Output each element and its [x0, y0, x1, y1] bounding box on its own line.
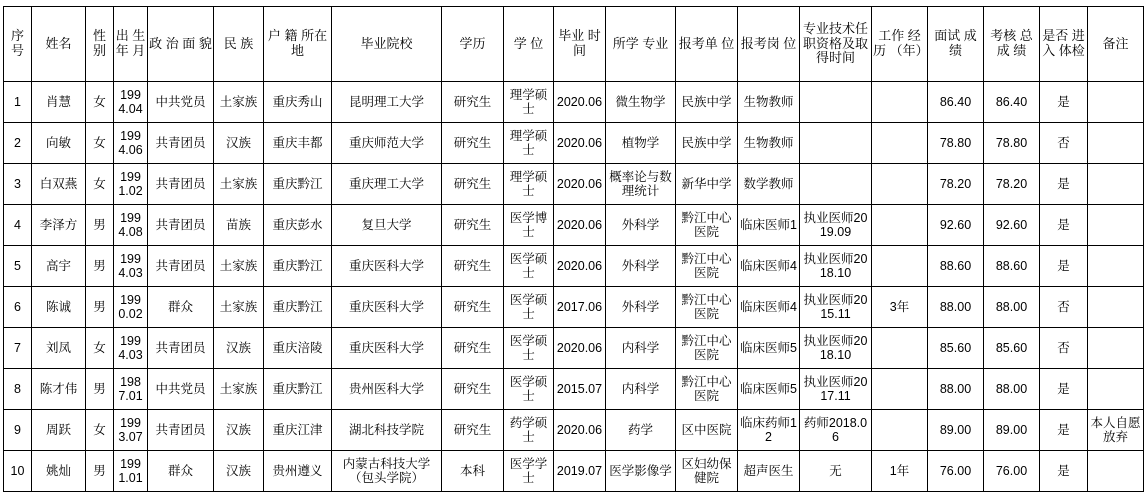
cell-degree: 医学学士: [504, 451, 554, 492]
cell-apply_unit: 民族中学: [676, 123, 738, 164]
column-header-medical: 是否 进入 体检: [1040, 7, 1088, 82]
cell-nation: 土家族: [214, 246, 264, 287]
cell-politics: 共青团员: [148, 164, 214, 205]
cell-major: 医学影像学: [606, 451, 676, 492]
cell-birth: 1993.07: [114, 410, 148, 451]
cell-qualification: 执业医师2018.10: [800, 246, 872, 287]
cell-name: 李泽方: [32, 205, 86, 246]
table-row: [4, 123, 1144, 164]
cell-gender: 女: [86, 82, 114, 123]
cell-seq: 1: [4, 82, 32, 123]
cell-seq: 4: [4, 205, 32, 246]
cell-apply_post: 生物教师: [738, 123, 800, 164]
cell-total_score: 78.80: [984, 123, 1040, 164]
cell-major: 外科学: [606, 287, 676, 328]
cell-name: 陈诚: [32, 287, 86, 328]
cell-school: 贵州医科大学: [332, 369, 442, 410]
cell-graduate_time: 2020.06: [554, 82, 606, 123]
cell-birth: 1994.03: [114, 246, 148, 287]
cell-education: 研究生: [442, 82, 504, 123]
cell-medical: 否: [1040, 123, 1088, 164]
cell-work_years: [872, 369, 928, 410]
column-header-nation: 民 族: [214, 7, 264, 82]
cell-qualification: 执业医师2017.11: [800, 369, 872, 410]
cell-nation: 汉族: [214, 123, 264, 164]
cell-major: 微生物学: [606, 82, 676, 123]
cell-degree: 理学硕士: [504, 82, 554, 123]
table-row: [4, 410, 1144, 451]
cell-name: 陈才伟: [32, 369, 86, 410]
cell-politics: 共青团员: [148, 246, 214, 287]
cell-interview_score: 78.80: [928, 123, 984, 164]
cell-household: 重庆丰都: [264, 123, 332, 164]
cell-gender: 女: [86, 164, 114, 205]
cell-total_score: 92.60: [984, 205, 1040, 246]
cell-medical: 否: [1040, 328, 1088, 369]
cell-remark: 本人自愿放弃: [1088, 410, 1144, 451]
cell-politics: 共青团员: [148, 205, 214, 246]
cell-apply_unit: 黔江中心医院: [676, 369, 738, 410]
table-row: [4, 246, 1144, 287]
column-header-seq: 序 号: [4, 7, 32, 82]
column-header-household: 户 籍 所在地: [264, 7, 332, 82]
cell-household: 重庆江津: [264, 410, 332, 451]
cell-nation: 土家族: [214, 82, 264, 123]
cell-apply_unit: 黔江中心医院: [676, 328, 738, 369]
cell-gender: 女: [86, 328, 114, 369]
cell-politics: 中共党员: [148, 369, 214, 410]
cell-education: 研究生: [442, 205, 504, 246]
cell-degree: 药学硕士: [504, 410, 554, 451]
cell-birth: 1991.01: [114, 451, 148, 492]
cell-name: 高宇: [32, 246, 86, 287]
cell-household: 重庆黔江: [264, 369, 332, 410]
cell-qualification: 无: [800, 451, 872, 492]
cell-work_years: [872, 82, 928, 123]
cell-nation: 汉族: [214, 328, 264, 369]
cell-birth: 1987.01: [114, 369, 148, 410]
cell-seq: 8: [4, 369, 32, 410]
cell-nation: 土家族: [214, 164, 264, 205]
cell-school: 内蒙古科技大学（包头学院）: [332, 451, 442, 492]
cell-apply_post: 临床医师5: [738, 369, 800, 410]
cell-remark: [1088, 164, 1144, 205]
cell-politics: 共青团员: [148, 123, 214, 164]
cell-medical: 是: [1040, 410, 1088, 451]
column-header-apply_unit: 报考单 位: [676, 7, 738, 82]
cell-apply_post: 生物教师: [738, 82, 800, 123]
cell-education: 研究生: [442, 410, 504, 451]
cell-degree: 医学硕士: [504, 328, 554, 369]
cell-interview_score: 85.60: [928, 328, 984, 369]
column-header-apply_post: 报考岗 位: [738, 7, 800, 82]
column-header-total_score: 考核 总成 绩: [984, 7, 1040, 82]
cell-apply_post: 临床医师4: [738, 246, 800, 287]
cell-degree: 医学硕士: [504, 287, 554, 328]
cell-graduate_time: 2020.06: [554, 205, 606, 246]
cell-qualification: [800, 164, 872, 205]
cell-interview_score: 76.00: [928, 451, 984, 492]
cell-school: 复旦大学: [332, 205, 442, 246]
table-row: [4, 164, 1144, 205]
cell-medical: 是: [1040, 369, 1088, 410]
cell-interview_score: 86.40: [928, 82, 984, 123]
cell-seq: 6: [4, 287, 32, 328]
cell-school: 昆明理工大学: [332, 82, 442, 123]
cell-major: 内科学: [606, 328, 676, 369]
candidates-table: [3, 6, 1144, 492]
column-header-major: 所学 专业: [606, 7, 676, 82]
cell-education: 研究生: [442, 246, 504, 287]
cell-birth: 1994.06: [114, 123, 148, 164]
cell-education: 研究生: [442, 287, 504, 328]
cell-major: 植物学: [606, 123, 676, 164]
cell-household: 贵州遵义: [264, 451, 332, 492]
cell-graduate_time: 2020.06: [554, 410, 606, 451]
cell-politics: 群众: [148, 287, 214, 328]
cell-major: 外科学: [606, 205, 676, 246]
column-header-politics: 政 治 面 貌: [148, 7, 214, 82]
cell-gender: 男: [86, 369, 114, 410]
cell-interview_score: 78.20: [928, 164, 984, 205]
table-row: [4, 451, 1144, 492]
cell-birth: 1994.03: [114, 328, 148, 369]
cell-name: 向敏: [32, 123, 86, 164]
table-row: [4, 205, 1144, 246]
cell-birth: 1990.02: [114, 287, 148, 328]
cell-school: 重庆医科大学: [332, 287, 442, 328]
column-header-school: 毕业院校: [332, 7, 442, 82]
table-row: [4, 369, 1144, 410]
cell-name: 姚灿: [32, 451, 86, 492]
table-body: [4, 82, 1144, 492]
cell-education: 研究生: [442, 123, 504, 164]
column-header-name: 姓名: [32, 7, 86, 82]
cell-nation: 汉族: [214, 451, 264, 492]
cell-apply_post: 临床医师5: [738, 328, 800, 369]
cell-interview_score: 88.60: [928, 246, 984, 287]
cell-major: 外科学: [606, 246, 676, 287]
cell-politics: 群众: [148, 451, 214, 492]
cell-work_years: [872, 246, 928, 287]
cell-school: 重庆师范大学: [332, 123, 442, 164]
cell-total_score: 76.00: [984, 451, 1040, 492]
cell-medical: 是: [1040, 205, 1088, 246]
cell-seq: 5: [4, 246, 32, 287]
cell-apply_unit: 新华中学: [676, 164, 738, 205]
cell-apply_unit: 民族中学: [676, 82, 738, 123]
cell-degree: 医学硕士: [504, 369, 554, 410]
table-row: [4, 328, 1144, 369]
cell-household: 重庆秀山: [264, 82, 332, 123]
cell-degree: 理学硕士: [504, 164, 554, 205]
cell-education: 研究生: [442, 328, 504, 369]
cell-nation: 土家族: [214, 369, 264, 410]
cell-degree: 理学硕士: [504, 123, 554, 164]
cell-graduate_time: 2019.07: [554, 451, 606, 492]
cell-remark: [1088, 369, 1144, 410]
cell-apply_post: 临床医师1: [738, 205, 800, 246]
cell-education: 本科: [442, 451, 504, 492]
cell-apply_unit: 黔江中心医院: [676, 287, 738, 328]
cell-school: 重庆理工大学: [332, 164, 442, 205]
cell-work_years: 1年: [872, 451, 928, 492]
cell-qualification: [800, 123, 872, 164]
cell-qualification: 药师2018.06: [800, 410, 872, 451]
cell-degree: 医学博士: [504, 205, 554, 246]
cell-apply_post: 数学教师: [738, 164, 800, 205]
cell-interview_score: 88.00: [928, 369, 984, 410]
cell-interview_score: 92.60: [928, 205, 984, 246]
cell-work_years: 3年: [872, 287, 928, 328]
cell-household: 重庆彭水: [264, 205, 332, 246]
cell-remark: [1088, 123, 1144, 164]
header-row: [4, 7, 1144, 82]
cell-school: 湖北科技学院: [332, 410, 442, 451]
cell-qualification: 执业医师2019.09: [800, 205, 872, 246]
cell-interview_score: 89.00: [928, 410, 984, 451]
column-header-graduate_time: 毕业 时间: [554, 7, 606, 82]
cell-politics: 共青团员: [148, 328, 214, 369]
cell-birth: 1991.02: [114, 164, 148, 205]
cell-politics: 中共党员: [148, 82, 214, 123]
table-row: [4, 82, 1144, 123]
cell-seq: 10: [4, 451, 32, 492]
cell-medical: 是: [1040, 451, 1088, 492]
cell-medical: 是: [1040, 164, 1088, 205]
cell-work_years: [872, 205, 928, 246]
cell-school: 重庆医科大学: [332, 246, 442, 287]
cell-seq: 2: [4, 123, 32, 164]
cell-apply_post: 超声医生: [738, 451, 800, 492]
cell-degree: 医学硕士: [504, 246, 554, 287]
cell-total_score: 88.00: [984, 287, 1040, 328]
cell-interview_score: 88.00: [928, 287, 984, 328]
cell-total_score: 88.60: [984, 246, 1040, 287]
cell-apply_unit: 区中医院: [676, 410, 738, 451]
cell-qualification: [800, 82, 872, 123]
cell-household: 重庆涪陵: [264, 328, 332, 369]
cell-birth: 1994.04: [114, 82, 148, 123]
cell-nation: 汉族: [214, 410, 264, 451]
cell-remark: [1088, 205, 1144, 246]
cell-graduate_time: 2020.06: [554, 328, 606, 369]
cell-nation: 土家族: [214, 287, 264, 328]
column-header-birth: 出 生 年 月: [114, 7, 148, 82]
cell-graduate_time: 2020.06: [554, 246, 606, 287]
cell-medical: 否: [1040, 287, 1088, 328]
cell-gender: 女: [86, 123, 114, 164]
cell-household: 重庆黔江: [264, 246, 332, 287]
cell-name: 周跃: [32, 410, 86, 451]
cell-name: 刘凤: [32, 328, 86, 369]
cell-gender: 男: [86, 205, 114, 246]
cell-gender: 男: [86, 287, 114, 328]
cell-total_score: 78.20: [984, 164, 1040, 205]
cell-apply_unit: 黔江中心医院: [676, 205, 738, 246]
cell-qualification: 执业医师2015.11: [800, 287, 872, 328]
cell-school: 重庆医科大学: [332, 328, 442, 369]
column-header-education: 学历: [442, 7, 504, 82]
cell-birth: 1994.08: [114, 205, 148, 246]
cell-nation: 苗族: [214, 205, 264, 246]
cell-seq: 9: [4, 410, 32, 451]
cell-apply_unit: 区妇幼保健院: [676, 451, 738, 492]
cell-name: 白双燕: [32, 164, 86, 205]
cell-remark: [1088, 287, 1144, 328]
cell-graduate_time: 2020.06: [554, 123, 606, 164]
cell-remark: [1088, 246, 1144, 287]
table-row: [4, 287, 1144, 328]
cell-seq: 3: [4, 164, 32, 205]
cell-graduate_time: 2015.07: [554, 369, 606, 410]
cell-gender: 男: [86, 451, 114, 492]
table-header: [4, 7, 1144, 82]
cell-work_years: [872, 123, 928, 164]
cell-graduate_time: 2020.06: [554, 164, 606, 205]
column-header-remark: 备注: [1088, 7, 1144, 82]
column-header-degree: 学 位: [504, 7, 554, 82]
cell-total_score: 85.60: [984, 328, 1040, 369]
cell-name: 肖慧: [32, 82, 86, 123]
cell-remark: [1088, 328, 1144, 369]
cell-medical: 是: [1040, 82, 1088, 123]
cell-major: 概率论与数理统计: [606, 164, 676, 205]
cell-major: 内科学: [606, 369, 676, 410]
cell-major: 药学: [606, 410, 676, 451]
cell-remark: [1088, 82, 1144, 123]
cell-total_score: 86.40: [984, 82, 1040, 123]
cell-seq: 7: [4, 328, 32, 369]
cell-apply_post: 临床药师12: [738, 410, 800, 451]
cell-gender: 男: [86, 246, 114, 287]
cell-apply_post: 临床医师4: [738, 287, 800, 328]
cell-household: 重庆黔江: [264, 164, 332, 205]
cell-education: 研究生: [442, 369, 504, 410]
cell-household: 重庆黔江: [264, 287, 332, 328]
cell-graduate_time: 2017.06: [554, 287, 606, 328]
cell-qualification: 执业医师2018.10: [800, 328, 872, 369]
column-header-work_years: 工作 经历 （年）: [872, 7, 928, 82]
cell-work_years: [872, 328, 928, 369]
cell-politics: 共青团员: [148, 410, 214, 451]
column-header-interview_score: 面试 成绩: [928, 7, 984, 82]
column-header-qualification: 专业技术任职资格及取得时间: [800, 7, 872, 82]
cell-total_score: 89.00: [984, 410, 1040, 451]
cell-education: 研究生: [442, 164, 504, 205]
cell-work_years: [872, 410, 928, 451]
cell-apply_unit: 黔江中心医院: [676, 246, 738, 287]
cell-work_years: [872, 164, 928, 205]
cell-total_score: 88.00: [984, 369, 1040, 410]
cell-gender: 女: [86, 410, 114, 451]
cell-remark: [1088, 451, 1144, 492]
cell-medical: 是: [1040, 246, 1088, 287]
column-header-gender: 性 别: [86, 7, 114, 82]
